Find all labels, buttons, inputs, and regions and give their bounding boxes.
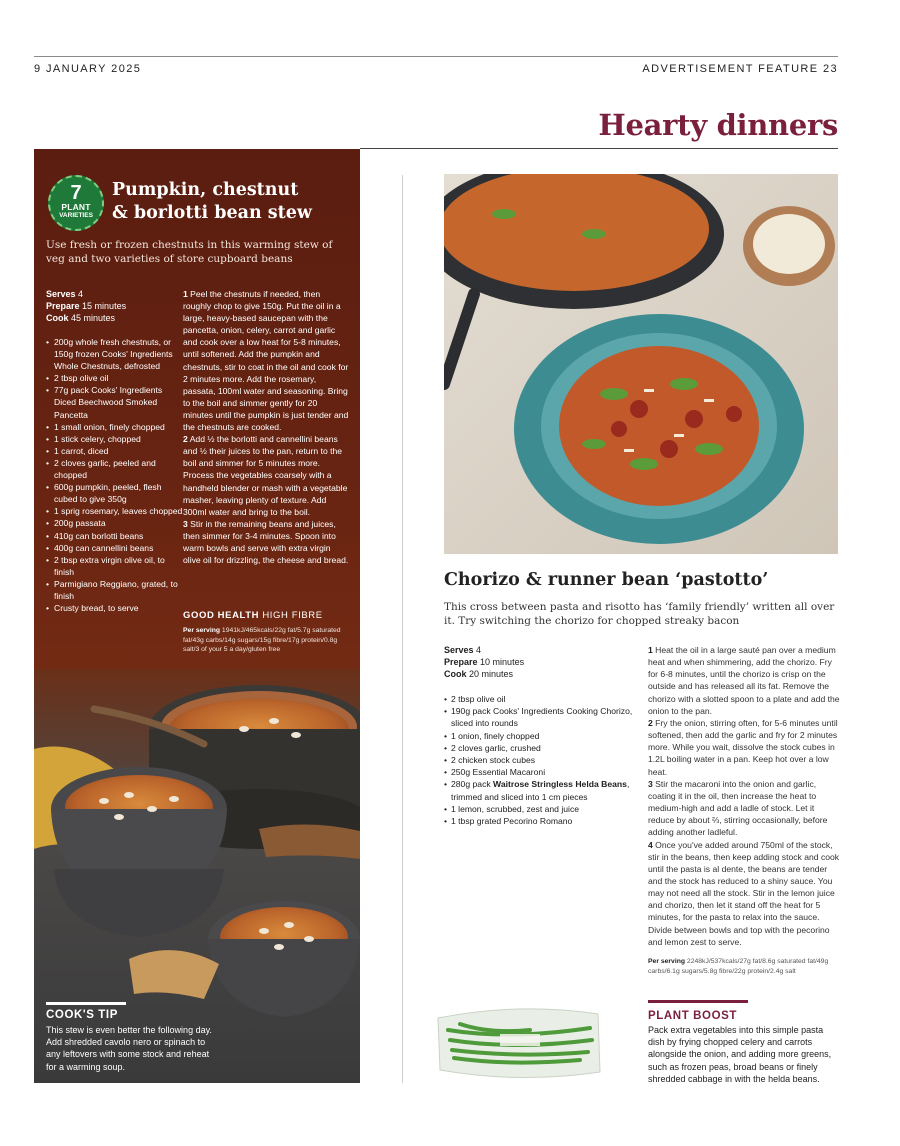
ingredient-item: • 1 carrot, diced (46, 445, 184, 457)
step-text: Stir in the remaining beans and juices, then simmer for 3-4 minutes. Spoon into warm bowls and serve with extra virgin olive oil for drizzling, the cheese and bread. (183, 518, 349, 566)
ingredient-item: • 1 stick celery, chopped (46, 433, 184, 445)
prepare-label: Prepare (444, 657, 478, 667)
prepare-value: 10 minutes (480, 657, 525, 667)
left-recipe-meta (46, 288, 126, 324)
badge-number: 7 (70, 182, 82, 204)
good-health-text: GOOD HEALTH (183, 610, 260, 621)
serves-label: Serves (46, 289, 76, 299)
left-nutrition (183, 626, 349, 655)
left-title-line1: Pumpkin, chestnut (112, 180, 299, 200)
ingredient-item: • 410g can borlotti beans (46, 530, 184, 542)
ingredient-item: • 400g can cannellini beans (46, 542, 184, 554)
ingredient-item: • 280g pack Waitrose Stringless Helda Beans, trimmed and sliced into 1 cm pieces (444, 778, 644, 802)
ingredient-item: • 2 tbsp extra virgin olive oil, to finish (46, 554, 184, 578)
right-nutrition (648, 957, 842, 976)
prepare-label: Prepare (46, 301, 80, 311)
ingredient-item: • 200g whole fresh chestnuts, or 150g frozen Cooks' Ingredients Whole Chestnuts, defrosted (46, 336, 184, 372)
ingredient-item: • 1 sprig rosemary, leaves chopped (46, 505, 184, 517)
method-step (183, 518, 349, 566)
right-recipe-meta (444, 644, 524, 680)
plant-varieties-badge (48, 175, 104, 231)
step-text: Add ½ the borlotti and cannellini beans and ½ their juices to the pan, return to the boil and simmer for 5 minutes more. Process the vegetables coarsely with a handheld blender or mash with a vegetable masher, leaving plenty of texture. Add 300ml water and bring to the boil. (183, 434, 348, 517)
serves-value: 4 (78, 289, 84, 299)
plant-boost-text: Pack extra vegetables into this simple pasta dish by frying chopped celery and carrots alongside the onion, and adding more greens, such as frozen peas, broad beans or finely shredded cabbage in with the helda beans. (648, 1025, 832, 1084)
cook-label: Cook (46, 313, 69, 323)
ingredient-item: • 2 cloves garlic, peeled and chopped (46, 457, 184, 481)
high-fibre-text: HIGH FIBRE (262, 610, 323, 621)
ingredient-item: • 2 chicken stock cubes (444, 754, 644, 766)
plant-boost-bar (648, 1000, 748, 1003)
method-step (183, 288, 349, 433)
left-title-line2: & borlotti bean stew (112, 203, 312, 223)
cook-label: Cook (444, 669, 467, 679)
left-recipe-panel (34, 149, 360, 1083)
step-number: 1 (183, 289, 188, 299)
method-step (183, 433, 349, 518)
cook-value: 20 minutes (469, 669, 514, 679)
cooks-tip-heading: COOK'S TIP (46, 1009, 118, 1021)
step-text: Once you've added around 750ml of the stock, stir in the beans, then keep adding stock and cook until the pasta is al dente, the beans are tender and the stock has reduced to a shiny sauce. You may not need all the stock. Stir in the lemon juice and chorizo, then let it stand off the heat for 5 minutes, for the pasta to relax into the sauce. Divide between bowls and top with the pecorino and lemon zest to serve. (648, 839, 840, 947)
left-recipe-intro: Use fresh or frozen chestnuts in this warming stew of veg and two varieties of store cupboard beans (46, 239, 333, 265)
cook-value: 45 minutes (71, 313, 116, 323)
top-rule (34, 56, 838, 57)
method-step (648, 778, 842, 839)
step-text: Stir the macaroni into the onion and garlic, coating it in the oil, then increase the heat to medium-high and add a ladle of stock. Let it reduce by about ⅔, stirring occasionally, before adding another ladleful. (648, 778, 828, 838)
method-step (648, 839, 842, 948)
method-step (648, 644, 842, 717)
title-rule (360, 148, 838, 149)
right-method (648, 644, 842, 948)
runner-beans-pack-photo (430, 1000, 605, 1085)
ingredient-item: • 190g pack Cooks' Ingredients Cooking Chorizo, sliced into rounds (444, 705, 644, 729)
step-number: 4 (648, 839, 653, 850)
ingredient-item: • 1 lemon, scrubbed, zest and juice (444, 803, 644, 815)
ingredient-item: • Crusty bread, to serve (46, 602, 184, 614)
ingredient-item: • 2 cloves garlic, crushed (444, 742, 644, 754)
serves-value: 4 (476, 645, 482, 655)
column-divider (402, 175, 403, 1083)
advertisement-feature-label: ADVERTISEMENT FEATURE 23 (642, 63, 838, 75)
ingredient-item: • Parmigiano Reggiano, grated, to finish (46, 578, 184, 602)
left-recipe-title (112, 179, 352, 225)
ingredient-item: • 77g pack Cooks' Ingredients Diced Beechwood Smoked Pancetta (46, 384, 184, 420)
method-step (648, 717, 842, 778)
badge-line1: PLANT (61, 202, 91, 212)
ingredient-item: • 200g passata (46, 517, 184, 529)
step-number: 2 (183, 434, 188, 445)
serves-label: Serves (444, 645, 474, 655)
per-serving-label: Per serving (183, 627, 221, 634)
per-serving-label: Per serving (648, 958, 686, 965)
ingredient-item: • 1 onion, finely chopped (444, 730, 644, 742)
ingredient-item: • 2 tbsp olive oil (46, 372, 184, 384)
step-number: 3 (183, 518, 188, 529)
left-ingredient-list (46, 336, 184, 614)
plant-boost-heading: PLANT BOOST (648, 1010, 738, 1022)
step-number: 1 (648, 645, 653, 655)
prepare-value: 15 minutes (82, 301, 127, 311)
ingredient-item: • 1 small onion, finely chopped (46, 421, 184, 433)
cooks-tip-text: This stew is even better the following day. Add shredded cavolo nero or spinach to any leftovers with some stock and reheat for a warming soup. (46, 1025, 212, 1072)
left-method (183, 288, 349, 566)
issue-date: 9 JANUARY 2025 (34, 63, 142, 75)
per-serving-value: 2248kJ/537kcals/27g fat/8.6g saturated fat/49g carbs/6.1g sugars/5.8g fibre/22g protein/2.4g salt (648, 958, 829, 975)
step-text: Fry the onion, stirring often, for 5-6 minutes until softened, then add the garlic and fry for 2 minutes more. While you wait, dissolve the stock cubes in 1.2L boiling water in a pan. Keep hot over a low heat. (648, 717, 838, 777)
good-health-label (183, 610, 323, 621)
step-text: Heat the oil in a large sauté pan over a medium heat and when shimmering, add the chorizo. Fry for 6-8 minutes, until the chorizo is crisp on the outside and has released all its fat. Remove the chorizo with a slotted spoon to a plate and add the onion to the pan. (648, 645, 840, 716)
ingredient-item: • 1 tbsp grated Pecorino Romano (444, 815, 644, 827)
step-number: 2 (648, 717, 653, 728)
step-text: Peel the chestnuts if needed, then roughly chop to give 150g. Put the oil in a large, heavy-based saucepan with the pancetta, onion, celery, carrot and garlic and cook over a low heat for 5-8 minutes, until softened. Add the pumpkin and chestnuts, stir to coat in the oil and cook for 2 minutes more. Add the rosemary, passata, 100ml water and seasoning. Bring to the boil and simmer gently for 20 minutes until the pumpkin is just tender and the chestnuts are cooked. (183, 289, 349, 433)
right-recipe-intro: This cross between pasta and risotto has ‘family friendly’ written all over it. Try switching the chorizo for chopped streaky bacon (444, 601, 835, 627)
per-serving-value: 1941kJ/465kcals/22g fat/5.7g saturated fat/43g carbs/14g sugars/15g fibre/17g protein/0.8g salt/3 of your 5 a day/gluten free (183, 627, 341, 653)
ingredient-item: • 2 tbsp olive oil (444, 693, 644, 705)
ingredient-item: • 600g pumpkin, peeled, flesh cubed to give 350g (46, 481, 184, 505)
right-ingredient-list (444, 693, 644, 827)
page-title: Hearty dinners (598, 108, 838, 142)
right-recipe-title: Chorizo & runner bean ‘pastotto’ (444, 570, 769, 590)
ingredient-item: • 250g Essential Macaroni (444, 766, 644, 778)
pastotto-photo (444, 174, 838, 554)
step-number: 3 (648, 778, 653, 789)
cooks-tip-bar (46, 1002, 126, 1005)
badge-line2: VARIETIES (59, 212, 93, 219)
